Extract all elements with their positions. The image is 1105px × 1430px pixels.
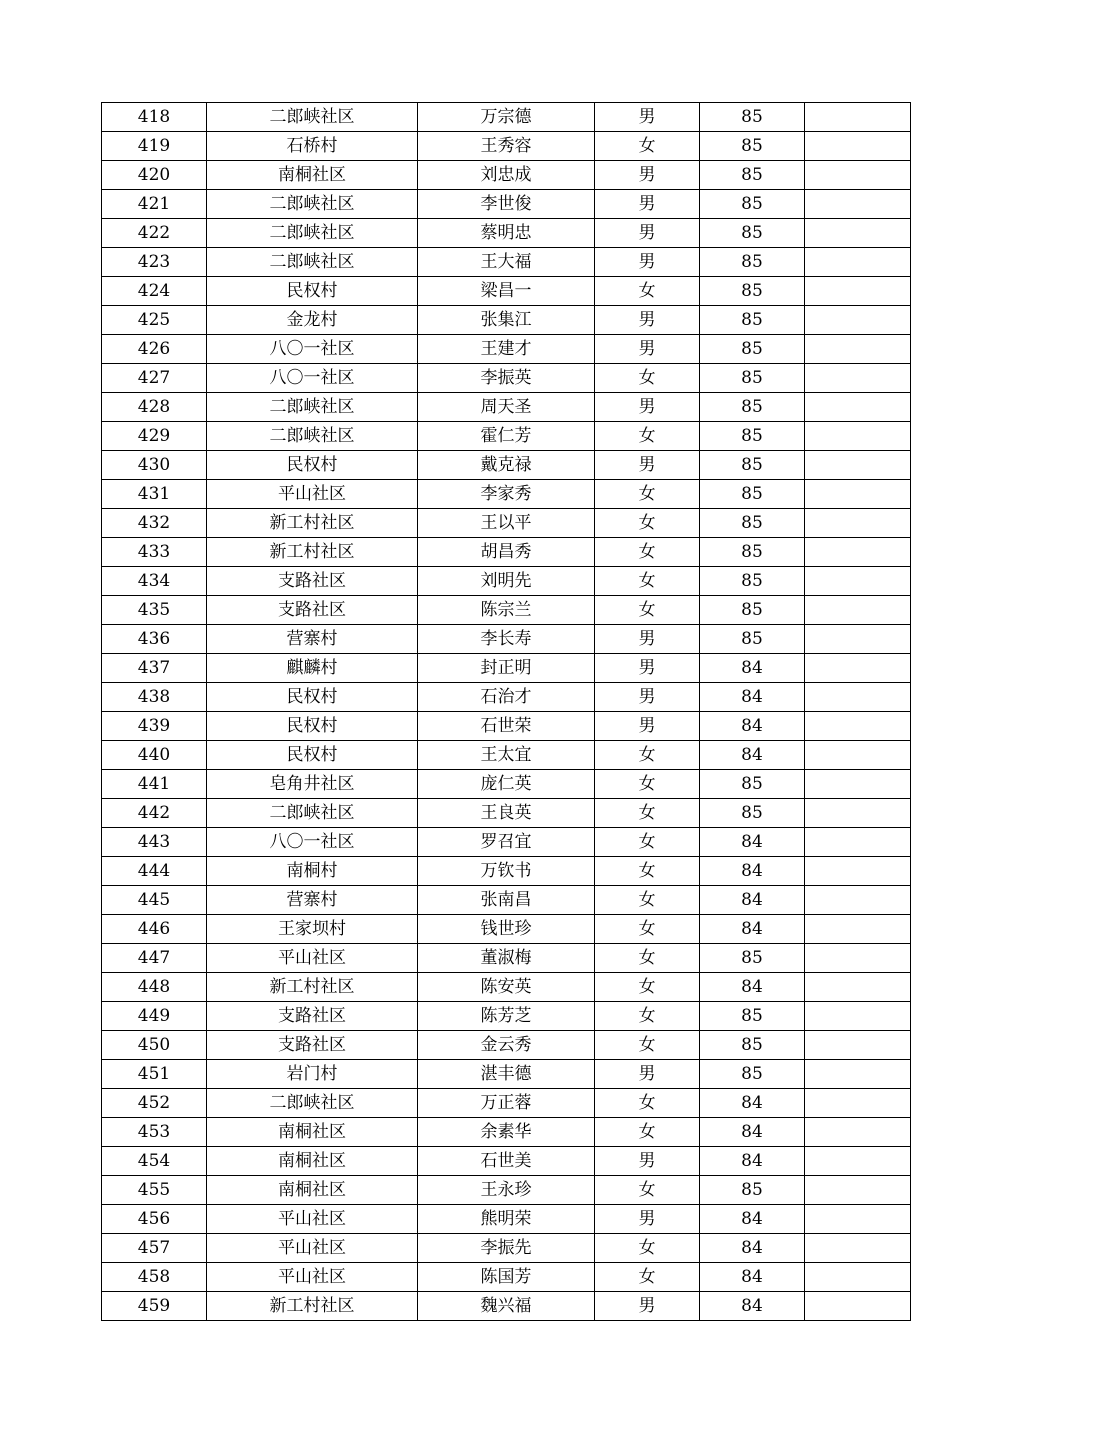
age-cell: 85 — [700, 422, 805, 451]
community-cell: 民权村 — [207, 712, 418, 741]
gender-cell: 男 — [595, 219, 700, 248]
community-cell: 平山社区 — [207, 944, 418, 973]
community-cell: 皂角井社区 — [207, 770, 418, 799]
community-cell: 平山社区 — [207, 1263, 418, 1292]
table-row — [102, 1002, 911, 1031]
gender-cell: 女 — [595, 799, 700, 828]
gender-cell: 女 — [595, 1002, 700, 1031]
table-row — [102, 393, 911, 422]
person-name-cell: 蔡明忠 — [418, 219, 595, 248]
person-name-cell: 李振英 — [418, 364, 595, 393]
table-row — [102, 1118, 911, 1147]
remark-cell — [805, 944, 911, 973]
remark-cell — [805, 393, 911, 422]
remark-cell — [805, 248, 911, 277]
gender-cell: 女 — [595, 886, 700, 915]
table-row — [102, 1089, 911, 1118]
person-name-cell: 霍仁芳 — [418, 422, 595, 451]
table-row — [102, 335, 911, 364]
remark-cell — [805, 625, 911, 654]
age-cell: 85 — [700, 509, 805, 538]
row-number-cell: 458 — [102, 1263, 207, 1292]
age-cell: 85 — [700, 219, 805, 248]
person-name-cell: 梁昌一 — [418, 277, 595, 306]
gender-cell: 女 — [595, 480, 700, 509]
row-number-cell: 425 — [102, 306, 207, 335]
gender-cell: 女 — [595, 915, 700, 944]
community-cell: 新工村社区 — [207, 973, 418, 1002]
person-name-cell: 李家秀 — [418, 480, 595, 509]
community-cell: 二郎峡社区 — [207, 799, 418, 828]
table-row — [102, 596, 911, 625]
row-number-cell: 459 — [102, 1292, 207, 1321]
community-cell: 支路社区 — [207, 1031, 418, 1060]
row-number-cell: 450 — [102, 1031, 207, 1060]
gender-cell: 女 — [595, 132, 700, 161]
age-cell: 84 — [700, 828, 805, 857]
age-cell: 84 — [700, 741, 805, 770]
age-cell: 84 — [700, 857, 805, 886]
remark-cell — [805, 219, 911, 248]
remark-cell — [805, 1002, 911, 1031]
remark-cell — [805, 741, 911, 770]
gender-cell: 男 — [595, 451, 700, 480]
age-cell: 84 — [700, 1263, 805, 1292]
row-number-cell: 419 — [102, 132, 207, 161]
remark-cell — [805, 799, 911, 828]
remark-cell — [805, 712, 911, 741]
person-name-cell: 王太宜 — [418, 741, 595, 770]
table-row — [102, 1234, 911, 1263]
gender-cell: 男 — [595, 248, 700, 277]
gender-cell: 女 — [595, 828, 700, 857]
gender-cell: 女 — [595, 1234, 700, 1263]
remark-cell — [805, 509, 911, 538]
table-row — [102, 190, 911, 219]
gender-cell: 男 — [595, 393, 700, 422]
remark-cell — [805, 683, 911, 712]
person-name-cell: 湛丰德 — [418, 1060, 595, 1089]
remark-cell — [805, 1292, 911, 1321]
community-cell: 平山社区 — [207, 1205, 418, 1234]
table-row — [102, 422, 911, 451]
community-cell: 二郎峡社区 — [207, 1089, 418, 1118]
table-row — [102, 1263, 911, 1292]
age-cell: 85 — [700, 538, 805, 567]
community-cell: 平山社区 — [207, 1234, 418, 1263]
person-name-cell: 陈芳芝 — [418, 1002, 595, 1031]
remark-cell — [805, 1118, 911, 1147]
remark-cell — [805, 1176, 911, 1205]
remark-cell — [805, 364, 911, 393]
community-cell: 二郎峡社区 — [207, 422, 418, 451]
row-number-cell: 437 — [102, 654, 207, 683]
person-name-cell: 王大福 — [418, 248, 595, 277]
table-row — [102, 828, 911, 857]
row-number-cell: 439 — [102, 712, 207, 741]
remark-cell — [805, 335, 911, 364]
gender-cell: 男 — [595, 306, 700, 335]
person-name-cell: 封正明 — [418, 654, 595, 683]
gender-cell: 男 — [595, 1147, 700, 1176]
person-name-cell: 万宗德 — [418, 103, 595, 132]
age-cell: 85 — [700, 161, 805, 190]
community-cell: 平山社区 — [207, 480, 418, 509]
remark-cell — [805, 422, 911, 451]
gender-cell: 女 — [595, 770, 700, 799]
row-number-cell: 457 — [102, 1234, 207, 1263]
gender-cell: 女 — [595, 1089, 700, 1118]
age-cell: 85 — [700, 277, 805, 306]
remark-cell — [805, 886, 911, 915]
person-name-cell: 石世荣 — [418, 712, 595, 741]
table-row — [102, 1060, 911, 1089]
row-number-cell: 454 — [102, 1147, 207, 1176]
row-number-cell: 431 — [102, 480, 207, 509]
table-row — [102, 277, 911, 306]
row-number-cell: 418 — [102, 103, 207, 132]
community-cell: 民权村 — [207, 451, 418, 480]
gender-cell: 女 — [595, 538, 700, 567]
community-cell: 南桐社区 — [207, 1147, 418, 1176]
community-cell: 营寨村 — [207, 886, 418, 915]
gender-cell: 女 — [595, 1263, 700, 1292]
remark-cell — [805, 538, 911, 567]
remark-cell — [805, 1263, 911, 1292]
gender-cell: 男 — [595, 1205, 700, 1234]
row-number-cell: 422 — [102, 219, 207, 248]
row-number-cell: 447 — [102, 944, 207, 973]
age-cell: 84 — [700, 1089, 805, 1118]
age-cell: 85 — [700, 1060, 805, 1089]
community-cell: 支路社区 — [207, 596, 418, 625]
table-row — [102, 973, 911, 1002]
gender-cell: 女 — [595, 364, 700, 393]
community-cell: 民权村 — [207, 277, 418, 306]
table-row — [102, 1292, 911, 1321]
row-number-cell: 435 — [102, 596, 207, 625]
gender-cell: 女 — [595, 422, 700, 451]
age-cell: 84 — [700, 1205, 805, 1234]
table-row — [102, 248, 911, 277]
community-cell: 新工村社区 — [207, 509, 418, 538]
table-row — [102, 683, 911, 712]
remark-cell — [805, 828, 911, 857]
person-name-cell: 董淑梅 — [418, 944, 595, 973]
person-name-cell: 李世俊 — [418, 190, 595, 219]
table-row — [102, 654, 911, 683]
age-cell: 85 — [700, 306, 805, 335]
row-number-cell: 421 — [102, 190, 207, 219]
community-cell: 营寨村 — [207, 625, 418, 654]
row-number-cell: 438 — [102, 683, 207, 712]
age-cell: 84 — [700, 654, 805, 683]
table-row — [102, 103, 911, 132]
row-number-cell: 430 — [102, 451, 207, 480]
gender-cell: 女 — [595, 944, 700, 973]
age-cell: 85 — [700, 364, 805, 393]
community-cell: 八〇一社区 — [207, 828, 418, 857]
row-number-cell: 444 — [102, 857, 207, 886]
age-cell: 85 — [700, 1031, 805, 1060]
gender-cell: 男 — [595, 103, 700, 132]
person-name-cell: 陈宗兰 — [418, 596, 595, 625]
row-number-cell: 443 — [102, 828, 207, 857]
remark-cell — [805, 306, 911, 335]
community-cell: 二郎峡社区 — [207, 103, 418, 132]
age-cell: 84 — [700, 973, 805, 1002]
remark-cell — [805, 1060, 911, 1089]
table-row — [102, 567, 911, 596]
age-cell: 84 — [700, 1147, 805, 1176]
community-cell: 岩门村 — [207, 1060, 418, 1089]
remark-cell — [805, 1089, 911, 1118]
remark-cell — [805, 161, 911, 190]
person-name-cell: 戴克禄 — [418, 451, 595, 480]
person-name-cell: 魏兴福 — [418, 1292, 595, 1321]
age-cell: 85 — [700, 393, 805, 422]
remark-cell — [805, 770, 911, 799]
person-name-cell: 熊明荣 — [418, 1205, 595, 1234]
table-row — [102, 1031, 911, 1060]
table-row — [102, 770, 911, 799]
remark-cell — [805, 1147, 911, 1176]
community-cell: 二郎峡社区 — [207, 190, 418, 219]
age-cell: 84 — [700, 1292, 805, 1321]
person-name-cell: 李长寿 — [418, 625, 595, 654]
person-name-cell: 金云秀 — [418, 1031, 595, 1060]
table-row — [102, 509, 911, 538]
remark-cell — [805, 277, 911, 306]
person-name-cell: 张集江 — [418, 306, 595, 335]
gender-cell: 男 — [595, 190, 700, 219]
gender-cell: 女 — [595, 973, 700, 1002]
row-number-cell: 442 — [102, 799, 207, 828]
table-row — [102, 132, 911, 161]
remark-cell — [805, 915, 911, 944]
age-cell: 85 — [700, 103, 805, 132]
age-cell: 85 — [700, 1176, 805, 1205]
table-row — [102, 625, 911, 654]
table-row — [102, 480, 911, 509]
age-cell: 84 — [700, 683, 805, 712]
age-cell: 84 — [700, 886, 805, 915]
age-cell: 85 — [700, 248, 805, 277]
row-number-cell: 448 — [102, 973, 207, 1002]
remark-cell — [805, 567, 911, 596]
community-cell: 麒麟村 — [207, 654, 418, 683]
gender-cell: 男 — [595, 712, 700, 741]
row-number-cell: 455 — [102, 1176, 207, 1205]
row-number-cell: 433 — [102, 538, 207, 567]
row-number-cell: 428 — [102, 393, 207, 422]
row-number-cell: 452 — [102, 1089, 207, 1118]
person-name-cell: 张南昌 — [418, 886, 595, 915]
row-number-cell: 427 — [102, 364, 207, 393]
age-cell: 85 — [700, 625, 805, 654]
remark-cell — [805, 596, 911, 625]
table-row — [102, 799, 911, 828]
community-cell: 八〇一社区 — [207, 364, 418, 393]
age-cell: 85 — [700, 770, 805, 799]
gender-cell: 女 — [595, 509, 700, 538]
gender-cell: 女 — [595, 741, 700, 770]
gender-cell: 女 — [595, 1118, 700, 1147]
community-cell: 王家坝村 — [207, 915, 418, 944]
roster-body — [102, 103, 911, 1321]
person-name-cell: 王秀容 — [418, 132, 595, 161]
age-cell: 85 — [700, 1002, 805, 1031]
person-name-cell: 刘明先 — [418, 567, 595, 596]
person-name-cell: 石世美 — [418, 1147, 595, 1176]
age-cell: 85 — [700, 480, 805, 509]
table-row — [102, 741, 911, 770]
gender-cell: 女 — [595, 1031, 700, 1060]
table-row — [102, 306, 911, 335]
person-name-cell: 万钦书 — [418, 857, 595, 886]
community-cell: 民权村 — [207, 741, 418, 770]
person-name-cell: 万正蓉 — [418, 1089, 595, 1118]
community-cell: 石桥村 — [207, 132, 418, 161]
gender-cell: 女 — [595, 1176, 700, 1205]
remark-cell — [805, 132, 911, 161]
remark-cell — [805, 451, 911, 480]
person-name-cell: 余素华 — [418, 1118, 595, 1147]
row-number-cell: 420 — [102, 161, 207, 190]
age-cell: 84 — [700, 1234, 805, 1263]
community-cell: 二郎峡社区 — [207, 248, 418, 277]
person-name-cell: 周天圣 — [418, 393, 595, 422]
table-row — [102, 161, 911, 190]
community-cell: 新工村社区 — [207, 1292, 418, 1321]
community-cell: 新工村社区 — [207, 538, 418, 567]
remark-cell — [805, 857, 911, 886]
table-row — [102, 886, 911, 915]
gender-cell: 男 — [595, 1060, 700, 1089]
table-row — [102, 538, 911, 567]
person-name-cell: 王良英 — [418, 799, 595, 828]
row-number-cell: 441 — [102, 770, 207, 799]
gender-cell: 女 — [595, 857, 700, 886]
remark-cell — [805, 973, 911, 1002]
community-cell: 支路社区 — [207, 1002, 418, 1031]
gender-cell: 男 — [595, 625, 700, 654]
table-row — [102, 219, 911, 248]
row-number-cell: 446 — [102, 915, 207, 944]
row-number-cell: 445 — [102, 886, 207, 915]
age-cell: 84 — [700, 1118, 805, 1147]
row-number-cell: 432 — [102, 509, 207, 538]
person-name-cell: 王永珍 — [418, 1176, 595, 1205]
row-number-cell: 429 — [102, 422, 207, 451]
age-cell: 85 — [700, 944, 805, 973]
gender-cell: 女 — [595, 567, 700, 596]
community-cell: 民权村 — [207, 683, 418, 712]
row-number-cell: 423 — [102, 248, 207, 277]
remark-cell — [805, 1031, 911, 1060]
row-number-cell: 456 — [102, 1205, 207, 1234]
person-name-cell: 陈国芳 — [418, 1263, 595, 1292]
age-cell: 85 — [700, 190, 805, 219]
table-row — [102, 915, 911, 944]
community-cell: 八〇一社区 — [207, 335, 418, 364]
community-cell: 南桐村 — [207, 857, 418, 886]
person-name-cell: 王建才 — [418, 335, 595, 364]
age-cell: 85 — [700, 596, 805, 625]
gender-cell: 男 — [595, 335, 700, 364]
person-name-cell: 钱世珍 — [418, 915, 595, 944]
person-name-cell: 王以平 — [418, 509, 595, 538]
person-name-cell: 李振先 — [418, 1234, 595, 1263]
row-number-cell: 453 — [102, 1118, 207, 1147]
table-row — [102, 451, 911, 480]
community-cell: 二郎峡社区 — [207, 219, 418, 248]
gender-cell: 男 — [595, 161, 700, 190]
age-cell: 85 — [700, 132, 805, 161]
community-cell: 金龙村 — [207, 306, 418, 335]
age-cell: 85 — [700, 799, 805, 828]
remark-cell — [805, 654, 911, 683]
row-number-cell: 426 — [102, 335, 207, 364]
age-cell: 85 — [700, 335, 805, 364]
community-cell: 南桐社区 — [207, 1176, 418, 1205]
person-name-cell: 石治才 — [418, 683, 595, 712]
age-cell: 84 — [700, 915, 805, 944]
remark-cell — [805, 1205, 911, 1234]
table-row — [102, 712, 911, 741]
community-cell: 南桐社区 — [207, 1118, 418, 1147]
table-row — [102, 944, 911, 973]
remark-cell — [805, 1234, 911, 1263]
table-row — [102, 1205, 911, 1234]
age-cell: 85 — [700, 567, 805, 596]
community-cell: 支路社区 — [207, 567, 418, 596]
remark-cell — [805, 480, 911, 509]
age-cell: 85 — [700, 451, 805, 480]
age-cell: 84 — [700, 712, 805, 741]
gender-cell: 女 — [595, 277, 700, 306]
table-row — [102, 1147, 911, 1176]
table-row — [102, 1176, 911, 1205]
gender-cell: 男 — [595, 683, 700, 712]
row-number-cell: 436 — [102, 625, 207, 654]
gender-cell: 男 — [595, 654, 700, 683]
row-number-cell: 424 — [102, 277, 207, 306]
gender-cell: 男 — [595, 1292, 700, 1321]
community-cell: 二郎峡社区 — [207, 393, 418, 422]
community-cell: 南桐社区 — [207, 161, 418, 190]
person-name-cell: 刘忠成 — [418, 161, 595, 190]
person-name-cell: 罗召宜 — [418, 828, 595, 857]
row-number-cell: 440 — [102, 741, 207, 770]
remark-cell — [805, 103, 911, 132]
row-number-cell: 449 — [102, 1002, 207, 1031]
table-row — [102, 364, 911, 393]
person-name-cell: 胡昌秀 — [418, 538, 595, 567]
roster-table — [101, 102, 911, 1321]
person-name-cell: 庞仁英 — [418, 770, 595, 799]
gender-cell: 女 — [595, 596, 700, 625]
person-name-cell: 陈安英 — [418, 973, 595, 1002]
table-row — [102, 857, 911, 886]
row-number-cell: 434 — [102, 567, 207, 596]
remark-cell — [805, 190, 911, 219]
row-number-cell: 451 — [102, 1060, 207, 1089]
